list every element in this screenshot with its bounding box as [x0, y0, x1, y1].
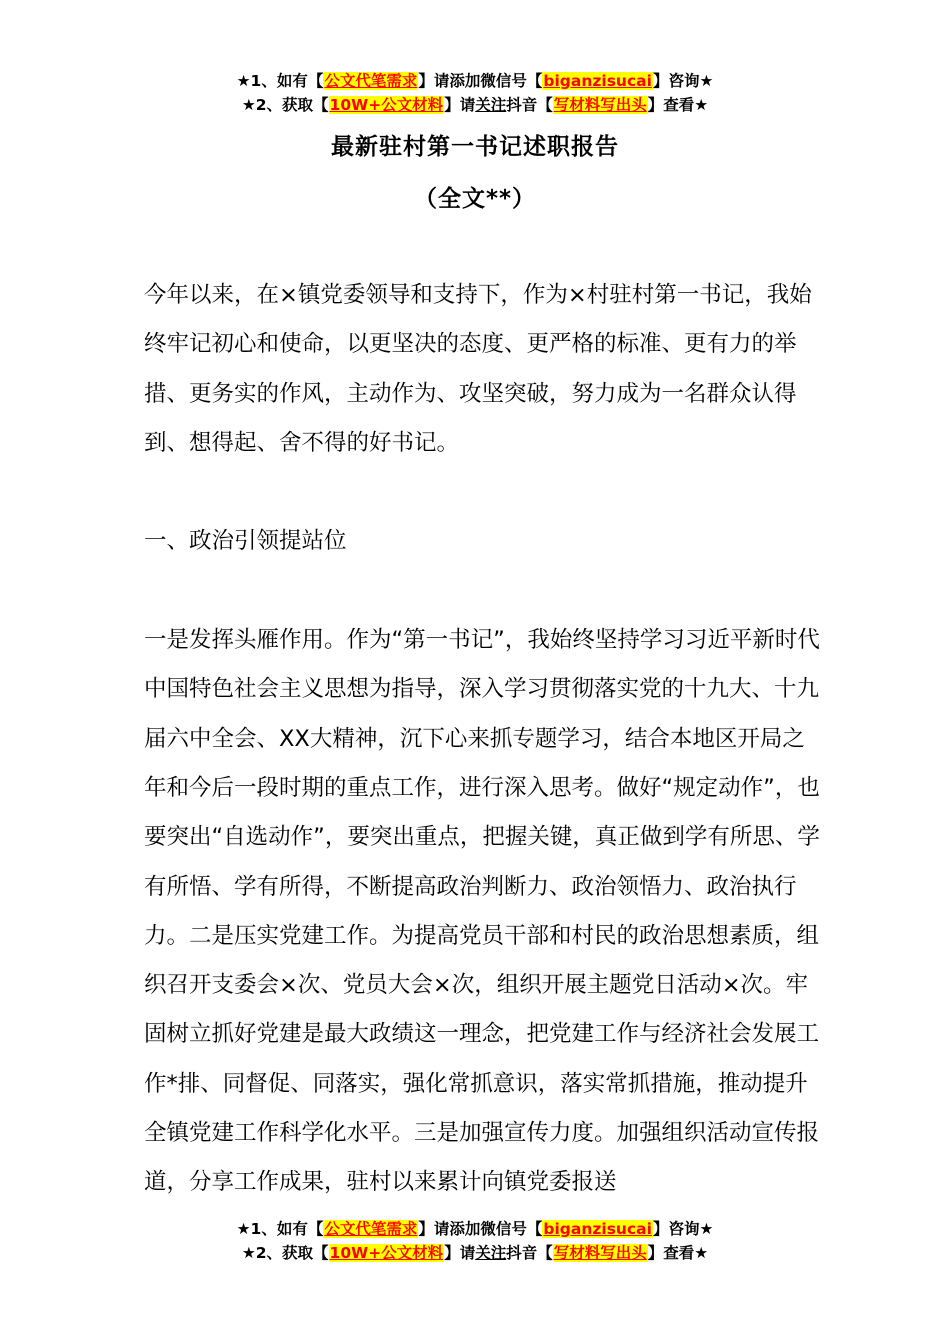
paragraph-body: 一是发挥头雁作用。作为“第一书记”，我始终坚持学习习近平新时代中国特色社会主义思想为指导，深入学习贯彻落实党的十九大、十九届六中全会、XX大精神，沉下心来抓专题学习，结合本地区开局之年和今后一段时期的重点工作，进行深入思考。做好“规定动作”，也要突出“自选动作”，要突出重点，把握关键，真正做到学有所思、学有所悟、学有所得，不断提高政治判断力、政治领悟力、政治执行力。二是压实党建工作。为提高党员干部和村民的政治思想素质，组织召开支委会×次、党员大会×次，组织开展主题党日活动×次。牢固树立抓好党建是最大政绩这一理念，把党建工作与经济社会发展工作*排、同督促、同落实，强化常抓意识，落实常抓措施，推动提升全镇党建工作科学化水平。三是加强宣传力度。加强组织活动宣传报道，分享工作成果，驻村以来累计向镇党委报送 — [144, 627, 820, 1196]
promo-line-1 — [0, 70, 950, 94]
promo-text: 】请 — [444, 96, 476, 114]
promo-line-2 — [0, 94, 950, 118]
promo-text: 】咨询★ — [652, 1220, 714, 1238]
section-heading: 一、政治引领提站位 — [144, 528, 347, 555]
promo-line-1 — [0, 1218, 950, 1242]
promo-highlight-materials: 10W+公文材料 — [329, 96, 444, 114]
promo-text-underlined: 关注 — [475, 96, 507, 114]
promo-text: 】请 — [444, 1244, 476, 1262]
document-subtitle: （全文**） — [413, 186, 537, 212]
promo-text: 抖音【 — [506, 96, 553, 114]
promo-text: ★2、获取【 — [241, 1244, 329, 1262]
document-body — [144, 271, 824, 1208]
promo-text: ★1、如有【 — [236, 72, 324, 90]
paragraph-intro: 今年以来，在×镇党委领导和支持下，作为×村驻村第一书记，我始终牢记初心和使命，以更坚决的态度、更严格的标准、更有力的举措、更务实的作风，主动作为、攻坚突破，努力成为一名群众认得到、想得起、舍不得的好书记。 — [144, 282, 812, 456]
promo-text: 抖音【 — [506, 1244, 553, 1262]
promo-highlight-service: 公文代笔需求 — [324, 72, 418, 90]
promo-highlight-wechat-id: biganzisucai — [543, 72, 652, 90]
promo-text: 】请添加微信号【 — [418, 72, 543, 90]
promo-text: 】查看★ — [647, 1244, 709, 1262]
promo-highlight-materials: 10W+公文材料 — [329, 1244, 444, 1262]
promo-text-underlined: 关注 — [475, 1244, 507, 1262]
promo-text: 】查看★ — [647, 96, 709, 114]
promo-banner-top — [0, 70, 950, 118]
promo-text: 】咨询★ — [652, 72, 714, 90]
promo-line-2 — [0, 1242, 950, 1266]
promo-banner-bottom — [0, 1218, 950, 1266]
promo-highlight-service: 公文代笔需求 — [324, 1220, 418, 1238]
promo-text: ★1、如有【 — [236, 1220, 324, 1238]
promo-highlight-wechat-id: biganzisucai — [543, 1220, 652, 1238]
promo-text: 】请添加微信号【 — [418, 1220, 543, 1238]
promo-text: ★2、获取【 — [241, 96, 329, 114]
promo-highlight-douyin: 写材料写出头 — [553, 96, 647, 114]
document-title: 最新驻村第一书记述职报告 — [331, 134, 619, 160]
promo-highlight-douyin: 写材料写出头 — [553, 1244, 647, 1262]
